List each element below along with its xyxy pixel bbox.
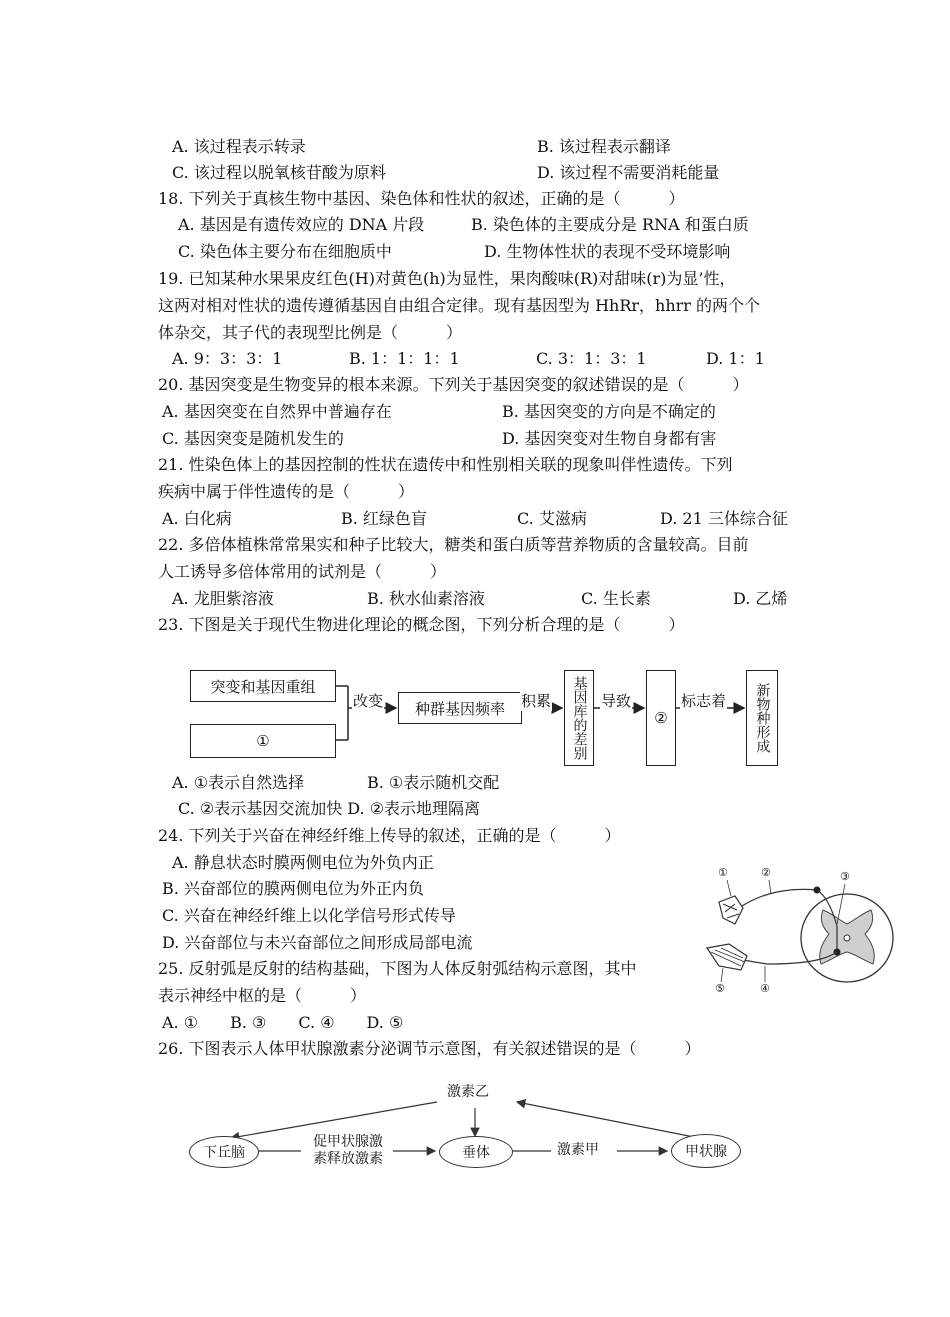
evolution-concept-map — [190, 648, 790, 768]
reflex-arc-drawing — [705, 868, 895, 1000]
q24-option-c: C. 兴奋在神经纤维上以化学信号形式传导 — [162, 906, 456, 925]
q26-stem: 26. 下图表示人体甲状腺激素分泌调节示意图，有关叙述错误的是（ ） — [158, 1039, 701, 1058]
q25-stem-line2: 表示神经中枢的是（ ） — [158, 986, 367, 1005]
new-species-formation-box: 新物种形成 — [746, 670, 778, 766]
q20-option-a: A. 基因突变在自然界中普遍存在 — [162, 402, 392, 421]
population-gene-frequency-box: 种群基因频率 — [398, 692, 522, 724]
q22-stem-line2: 人工诱导多倍体常用的试剂是（ ） — [158, 562, 447, 581]
q19-stem-line3: 体杂交，其子代的表现型比例是（ ） — [158, 323, 463, 342]
q18-stem: 18. 下列关于真核生物中基因、染色体和性状的叙述，正确的是（ ） — [158, 189, 685, 208]
reflex-label-3: ③ — [840, 870, 850, 883]
q23-option-cd: C. ②表示基因交流加快 D. ②表示地理隔离 — [178, 799, 481, 818]
q19-option-a: A. 9：3：3：1 — [172, 349, 283, 368]
q22-stem-line1: 22. 多倍体植株常常果实和种子比较大，糖类和蛋白质等营养物质的含量较高。目前 — [158, 535, 749, 554]
marks-label: 标志着 — [681, 692, 727, 710]
q19-stem-line2: 这两对相对性状的遗传遵循基因自由组合定律。现有基因型为 HhRr，hhrr 的两个个 — [158, 296, 761, 315]
q21-option-c: C. 艾滋病 — [517, 509, 587, 528]
reflex-arc-figure — [705, 868, 895, 1000]
reflex-label-4: ④ — [760, 982, 770, 995]
q22-option-c: C. 生长素 — [581, 589, 651, 608]
q20-option-d: D. 基因突变对生物自身都有害 — [502, 429, 717, 448]
q21-option-d: D. 21 三体综合征 — [660, 509, 788, 528]
trh-label-line2: 素释放激素 — [313, 1151, 383, 1167]
q17-option-a: A. 该过程表示转录 — [172, 137, 306, 156]
q24-option-a: A. 静息状态时膜两侧电位为外负内正 — [172, 853, 434, 872]
circle-1-box: ① — [190, 724, 336, 758]
q18-option-a: A. 基因是有遗传效应的 DNA 片段 — [178, 215, 425, 234]
q25-stem-line1: 25. 反射弧是反射的结构基础，下图为人体反射弧结构示意图，其中 — [158, 959, 637, 978]
pituitary-node: 垂体 — [439, 1136, 513, 1168]
q21-stem-line1: 21. 性染色体上的基因控制的性状在遗传中和性别相关联的现象叫伴性遗传。下列 — [158, 455, 733, 474]
q19-option-d: D. 1：1 — [706, 349, 765, 368]
reflex-label-5: ⑤ — [715, 982, 725, 995]
q18-option-b: B. 染色体的主要成分是 RNA 和蛋白质 — [471, 215, 749, 234]
q18-option-c: C. 染色体主要分布在细胞质中 — [178, 242, 392, 261]
circle-2-box: ② — [646, 670, 676, 766]
q17-option-c: C. 该过程以脱氧核苷酸为原料 — [172, 163, 386, 182]
q24-option-d: D. 兴奋部位与未兴奋部位之间形成局部电流 — [162, 933, 473, 952]
q19-option-b: B. 1：1：1：1 — [349, 349, 460, 368]
lead-to-label: 导致 — [601, 692, 632, 710]
q23-option-b: B. ①表示随机交配 — [367, 773, 500, 792]
hormone-a-label: 激素甲 — [557, 1142, 599, 1158]
q17-option-d: D. 该过程不需要消耗能量 — [537, 163, 720, 182]
q21-stem-line2: 疾病中属于伴性遗传的是（ ） — [158, 482, 415, 501]
q25-options: A. ① B. ③ C. ④ D. ⑤ — [162, 1013, 404, 1032]
reflex-label-1: ① — [718, 866, 728, 879]
q19-stem-line1: 19. 已知某种水果果皮红色(H)对黄色(h)为显性，果肉酸味(R)对甜味(r)为显’性， — [158, 269, 736, 288]
q20-option-c: C. 基因突变是随机发生的 — [162, 429, 344, 448]
q20-option-b: B. 基因突变的方向是不确定的 — [502, 402, 716, 421]
q19-option-c: C. 3：1：3：1 — [536, 349, 647, 368]
q24-option-b: B. 兴奋部位的膜两侧电位为外正内负 — [162, 879, 424, 898]
thyroid-regulation-diagram — [185, 1078, 745, 1178]
q23-stem: 23. 下图是关于现代生物进化理论的概念图，下列分析合理的是（ ） — [158, 615, 685, 634]
q18-option-d: D. 生物体性状的表现不受环境影响 — [484, 242, 731, 261]
trh-label — [305, 1134, 391, 1168]
hormone-b-label: 激素乙 — [447, 1084, 489, 1100]
gene-pool-difference-box: 基因库的差别 — [564, 670, 594, 766]
q24-stem: 24. 下列关于兴奋在神经纤维上传导的叙述，正确的是（ ） — [158, 826, 621, 845]
trh-label-line1: 促甲状腺激 — [313, 1134, 383, 1150]
q22-option-d: D. 乙烯 — [733, 589, 788, 608]
q23-option-a: A. ①表示自然选择 — [172, 773, 305, 792]
q17-option-b: B. 该过程表示翻译 — [537, 137, 671, 156]
thyroid-node: 甲状腺 — [671, 1134, 741, 1168]
hypothalamus-node: 下丘脑 — [189, 1136, 259, 1168]
accumulate-label: 积累 — [521, 692, 552, 710]
q21-option-a: A. 白化病 — [162, 509, 232, 528]
reflex-label-2: ② — [761, 866, 771, 879]
change-label: 改变 — [353, 692, 384, 710]
q21-option-b: B. 红绿色盲 — [341, 509, 427, 528]
q20-stem: 20. 基因突变是生物变异的根本来源。下列关于基因突变的叙述错误的是（ ） — [158, 375, 749, 394]
mutation-recombination-box: 突变和基因重组 — [190, 670, 336, 702]
q22-option-a: A. 龙胆紫溶液 — [172, 589, 274, 608]
q22-option-b: B. 秋水仙素溶液 — [367, 589, 485, 608]
